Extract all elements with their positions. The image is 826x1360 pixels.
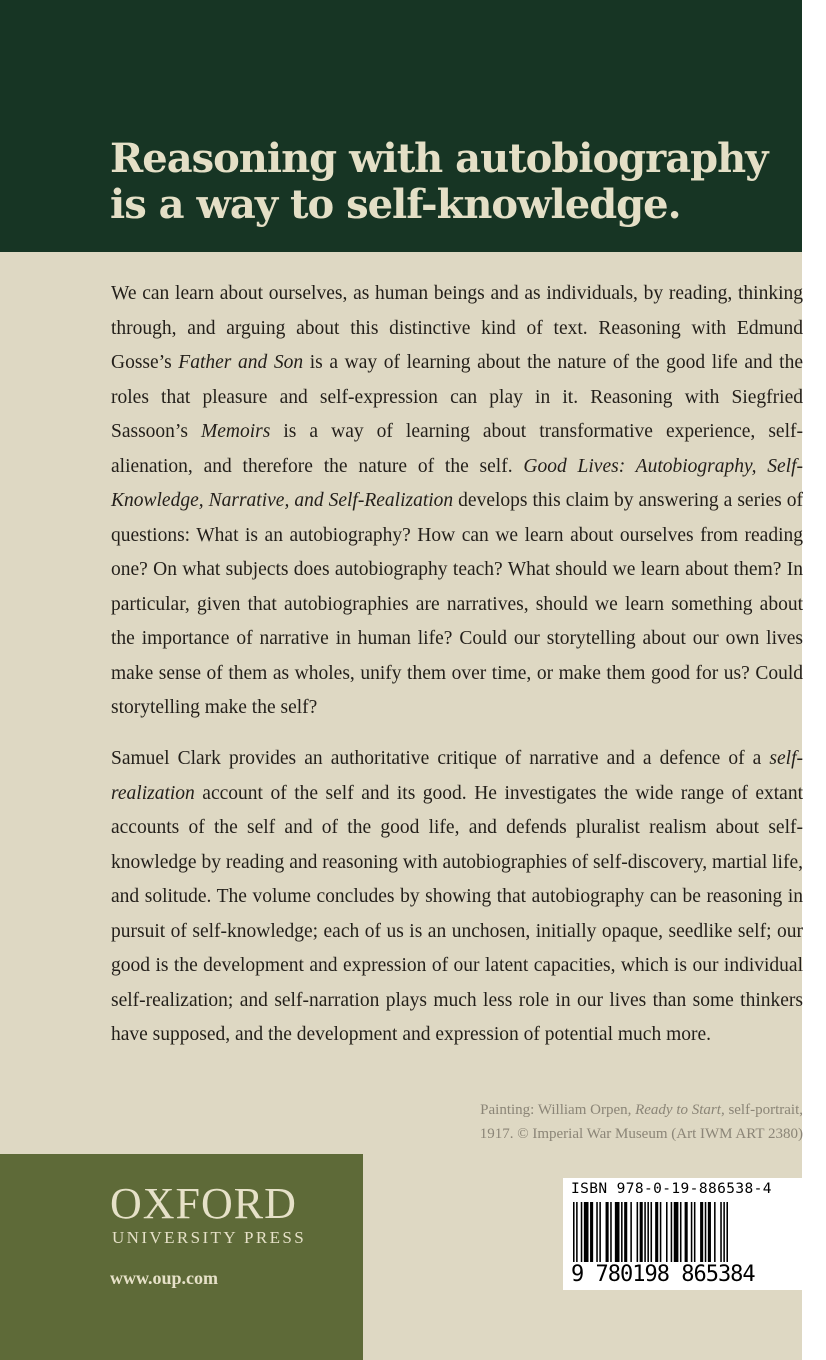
text-run: Samuel Clark provides an authoritative critique of narrative and a defence of a	[111, 748, 770, 769]
barcode-bar	[691, 1202, 693, 1262]
text-run: We can learn about ourselves, as human beings and as individuals, by reading, thinking through, and arguing about this distinctive kind of text. Reasoning with Edmund Gosse’s	[111, 283, 803, 373]
right-edge-strip	[802, 0, 826, 1360]
barcode-bar	[644, 1202, 646, 1262]
text-run: is a way of learning about the nature of the good life and the roles that pleasure and self-expression can play in it. Reasoning with Siegfried Sassoon’s	[111, 352, 804, 442]
emphasis-self-realization: self-realization	[111, 748, 803, 804]
barcode-bar	[723, 1202, 725, 1262]
isbn-barcode	[563, 1178, 809, 1290]
barcode-bar	[630, 1202, 632, 1262]
barcode-bar	[590, 1202, 593, 1262]
barcode-bar	[708, 1202, 711, 1262]
headline-line-2: is a way to self-knowledge.	[110, 181, 681, 228]
barcode-bar	[596, 1202, 598, 1262]
barcode-bar	[615, 1202, 620, 1262]
barcode-bar	[637, 1202, 639, 1262]
painting-credit	[420, 1098, 803, 1146]
barcode-bar	[720, 1202, 722, 1262]
barcode-bar	[655, 1202, 658, 1262]
barcode-bar	[640, 1202, 643, 1262]
barcode-bar	[694, 1202, 696, 1262]
ean-number: 9 780198 865384	[571, 1262, 755, 1287]
blurb-paragraph-2	[111, 742, 803, 1053]
barcode-bar	[666, 1202, 668, 1262]
barcode-bar	[624, 1202, 627, 1262]
blurb-paragraph-1	[111, 277, 803, 726]
text-run: develops this claim by answering a series of questions: What is an autobiography? How can we learn about ourselves from reading one? On what subjects does autobiography teach? What should we learn about them? In particular, given that autobiographies are narratives, should we learn something about the importance of narrative in human life? Could our storytelling about our own lives make sense of them as wholes, unify them over time, or make them good for us? Could storytelling make the self?	[111, 490, 803, 718]
credit-suffix: , self-portrait,	[720, 1102, 803, 1118]
barcode-bar	[606, 1202, 609, 1262]
book-title-memoirs: Memoirs	[200, 421, 271, 442]
barcode-bar	[660, 1202, 662, 1262]
oxford-logo: OXFORD	[110, 1179, 297, 1228]
isbn-number: ISBN 978-0-19-886538-4	[571, 1181, 772, 1197]
barcode-bar	[714, 1202, 716, 1262]
header-band	[0, 0, 802, 252]
headline-line-1: Reasoning with autobiography	[110, 135, 768, 182]
headline	[110, 136, 790, 228]
barcode-bar	[581, 1202, 583, 1262]
barcode-bar	[573, 1202, 575, 1262]
painting-title: Ready to Start	[635, 1102, 721, 1118]
barcode-bar	[651, 1202, 653, 1262]
book-title-good-lives: Good Lives: Autobiography, Self-Knowledge, Narrative, and Self-Realization	[111, 455, 803, 511]
credit-prefix: Painting: William Orpen,	[480, 1102, 636, 1118]
barcode-bar	[674, 1202, 679, 1262]
university-press-label: UNIVERSITY PRESS	[112, 1228, 307, 1247]
barcode-bar	[621, 1202, 623, 1262]
text-run: is a way of learning about transformative experience, self-alienation, and therefore the nature of the self.	[111, 421, 803, 477]
barcode-bar	[705, 1202, 707, 1262]
publisher-website: www.oup.com	[110, 1268, 219, 1288]
barcode-bar	[671, 1202, 673, 1262]
barcode-bar	[584, 1202, 589, 1262]
barcode-bar	[700, 1202, 703, 1262]
barcode-bar	[680, 1202, 682, 1262]
barcode-bar	[685, 1202, 688, 1262]
credit-line-2: 1917. © Imperial War Museum (Art IWM ART 2380)	[479, 1126, 803, 1142]
barcode-bars	[571, 1202, 801, 1262]
book-title-father-and-son: Father and Son	[178, 352, 304, 373]
barcode-bar	[599, 1202, 601, 1262]
barcode-bar	[576, 1202, 578, 1262]
barcode-bar	[647, 1202, 649, 1262]
text-run: account of the self and its good. He investigates the wide range of extant accounts of the self and of the good life, and defends pluralist realism about self-knowledge by reading and reasoning with autobiographies of self-discovery, martial life, and solitude. The volume concludes by showing that autobiography can be reasoning in pursuit of self-knowledge; each of us is an unchosen, initially opaque, seedlike self; our good is the development and expression of our latent capacities, which is our individual self-realization; and self-narration plays much less role in our lives than some thinkers have supposed, and the development and expression of potential much more.	[111, 782, 803, 1045]
publisher-block	[0, 1154, 363, 1360]
barcode-bar	[610, 1202, 612, 1262]
barcode-bar	[726, 1202, 728, 1262]
